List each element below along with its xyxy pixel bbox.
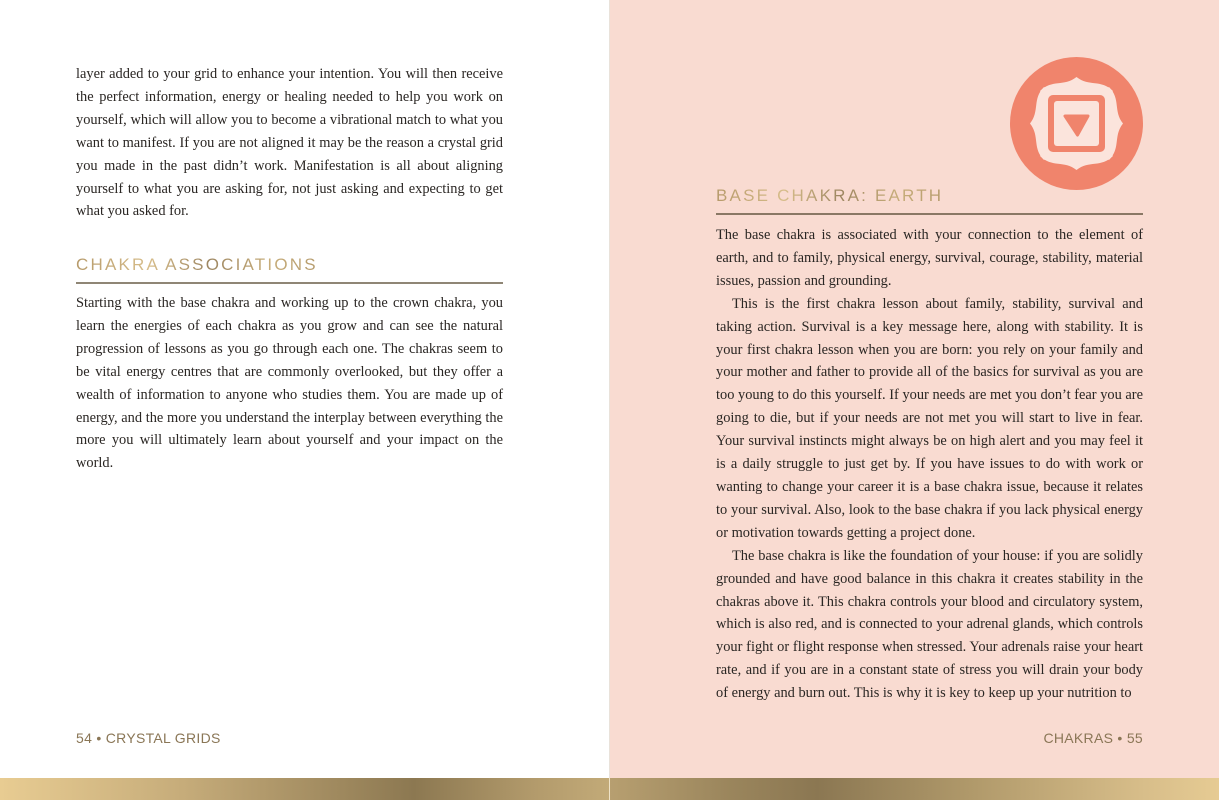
heading-divider <box>76 282 503 284</box>
left-section-text <box>76 292 503 475</box>
right-body-text <box>716 224 1143 705</box>
left-page <box>0 0 609 778</box>
paragraph-3: The base chakra is like the foundation of your house: if you are solidly grounded and have good balance in this chakra it creates stability in the chakras above it. This chakra controls your blood and circulatory system, which is also red, and is connected to your adrenal glands, which controls your fight or flight response when stressed. Your adrenals raise your heart rate, and if you are in a constant state of stress you will drain your body of energy and burn out. This is why it is key to keep up your nutrition to <box>716 547 1143 702</box>
left-folio: 54 • CRYSTAL GRIDS <box>76 730 221 746</box>
paragraph-2: This is the first chakra lesson about family, stability, survival and taking action. Survival is a key message here, along with stability. It is your first chakra lesson when you are born: you rely on your family and your mother and father to provide all of the basics for survival as you are too young to do this yourself. If your needs are met you don’t fear you are going to die, but if your needs are not met you will start to live in fear. Your survival instincts might always be on high alert and you may feel it is a daily struggle to just get by. If you have issues to do with work or wanting to change your career it is a base chakra issue, because it relates to your survival. Also, look to the base chakra if you lack physical energy or motivation towards getting a project done. <box>716 295 1143 541</box>
heading-divider <box>716 213 1143 215</box>
left-intro-paragraph: layer added to your grid to enhance your intention. You will then receive the perfect information, energy or healing needed to help you work on yourself, which will allow you to become a vibrational match to what you want to manifest. If you are not aligned it may be the reason a crystal grid you made in the past didn’t work. Manifestation is all about aligning yourself to what you are asking for, not just asking and expecting to get what you asked for. <box>76 66 503 220</box>
chakra-associations-paragraph: Starting with the base chakra and working up to the crown chakra, you learn the energies of each chakra as you grow and can see the natural progression of lessons as you go through each one. The chakras seem to be vital energy centres that are commonly overlooked, but they offer a wealth of information to anyone who studies them. You are made up of energy, and the more you understand the interplay between everything the more you will ultimately learn about yourself and your impact on the world. <box>76 295 503 472</box>
right-folio: CHAKRAS • 55 <box>1043 730 1143 746</box>
section-heading-base-chakra: BASE CHAKRA: EARTH <box>716 186 944 205</box>
gold-footer-band-right <box>610 778 1219 800</box>
section-heading-chakra-associations: CHAKRA ASSOCIATIONS <box>76 255 318 274</box>
paragraph-1: The base chakra is associated with your connection to the element of earth, and to family, physical energy, survival, courage, stability, material issues, passion and grounding. <box>716 227 1143 289</box>
left-intro-text <box>76 63 503 223</box>
gold-footer-band-left <box>0 778 609 800</box>
base-chakra-symbol-icon <box>1010 57 1143 190</box>
